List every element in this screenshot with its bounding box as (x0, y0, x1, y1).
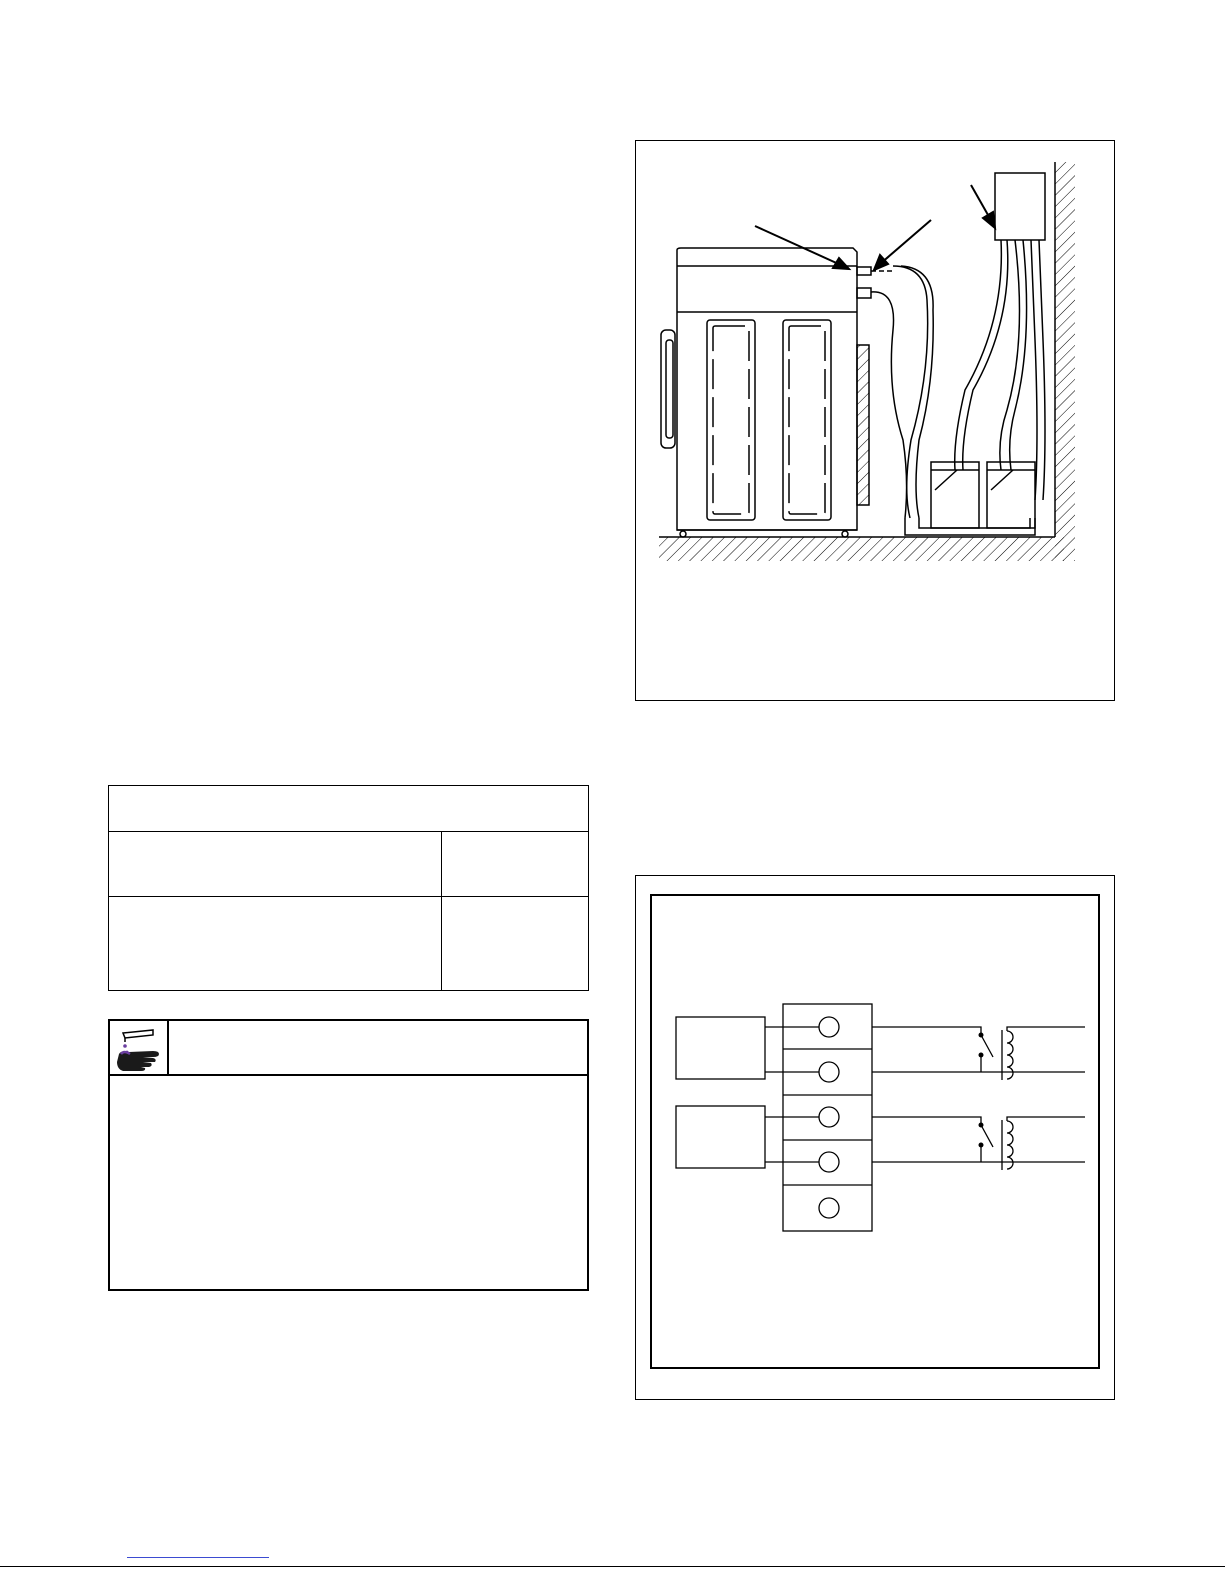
electrical-box (955, 173, 1045, 500)
terminal-5 (819, 1198, 839, 1218)
module-block-upper (676, 1017, 765, 1079)
spec-table (108, 785, 589, 991)
floor (659, 537, 1064, 561)
terminal-3 (819, 1107, 839, 1127)
terminal-1 (819, 1017, 839, 1037)
terminal-4 (819, 1152, 839, 1172)
drain-tubs (931, 462, 1035, 528)
wall (1055, 162, 1075, 561)
washer (661, 248, 869, 537)
page-bottom-rule (0, 1566, 1225, 1567)
warning-box (108, 1019, 589, 1291)
water-inlets (857, 266, 1035, 535)
callout-arrows (755, 185, 995, 270)
footer-link-underline[interactable] (127, 1557, 269, 1558)
corrosive-hazard-icon (113, 1024, 163, 1072)
wiring-diagram (635, 875, 1115, 1400)
module-block-lower (676, 1106, 765, 1168)
terminal-2 (819, 1062, 839, 1082)
installation-drawing (635, 140, 1115, 580)
